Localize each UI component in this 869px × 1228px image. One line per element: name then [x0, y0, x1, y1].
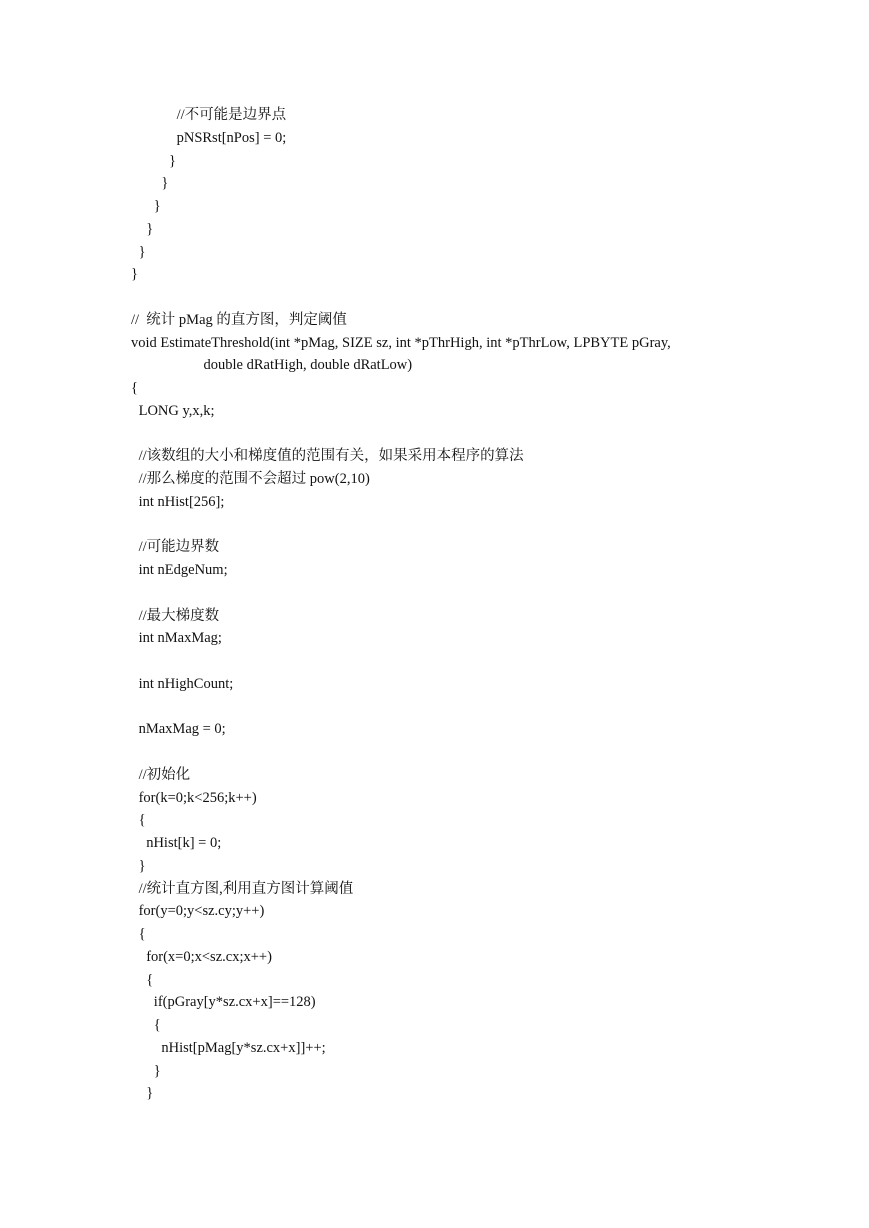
code-line: void EstimateThreshold(int *pMag, SIZE sz, int *pThrHigh, int *pThrLow, LPBYTE pGray, — [131, 334, 671, 351]
code-line: //该数组的大小和梯度值的范围有关，如果采用本程序的算法 — [138, 448, 524, 465]
code-line: nMaxMag = 0; — [138, 721, 226, 738]
code-line: //可能边界数 — [138, 539, 220, 556]
code-line: nHist[k] = 0; — [146, 835, 222, 851]
blank-line — [131, 286, 671, 309]
code-line: } — [131, 266, 138, 283]
code-line: //初始化 — [138, 766, 191, 783]
code-line: } — [146, 1085, 154, 1102]
code-line: double dRatHigh, double dRatLow) — [131, 357, 413, 374]
blank-line — [131, 696, 671, 719]
code-line: LONG y,x,k; — [138, 402, 215, 419]
code-line: } — [153, 1062, 161, 1079]
code-line: nHist[pMag[y*sz.cx+x]]++; — [161, 1039, 326, 1056]
code-line: { — [138, 926, 146, 942]
code-line: } — [169, 152, 176, 169]
code-line: //不可能是边界点 — [176, 107, 287, 123]
code-line: { — [153, 1017, 161, 1033]
blank-line — [131, 741, 671, 764]
code-line: int nHighCount; — [138, 675, 234, 692]
code-line: if(pGray[y*sz.cx+x]==128) — [153, 994, 316, 1011]
code-line: { — [131, 380, 138, 396]
code-line: //最大梯度数 — [138, 607, 220, 624]
code-line: pNSRst[nPos] = 0; — [176, 129, 287, 146]
code-line: } — [153, 198, 161, 214]
code-line: } — [146, 220, 154, 237]
code-line: } — [138, 243, 146, 260]
code-line: //统计直方图,利用直方图计算阈值 — [138, 880, 354, 897]
blank-line — [131, 423, 671, 446]
blank-line — [131, 514, 671, 537]
code-line: int nHist[256]; — [138, 493, 225, 510]
code-line: for(y=0;y<sz.cy;y++) — [138, 903, 265, 920]
code-listing — [131, 104, 671, 1105]
code-line: // 统计 pMag 的直方图，判定阈值 — [131, 311, 347, 328]
code-line: } — [161, 175, 169, 192]
code-line: for(k=0;k<256;k++) — [138, 789, 257, 806]
code-line: { — [146, 971, 154, 988]
code-line: for(x=0;x<sz.cx;x++) — [146, 948, 272, 965]
blank-line — [131, 650, 671, 673]
code-line: //那么梯度的范围不会超过 pow(2,10) — [138, 471, 370, 487]
code-line: { — [138, 812, 146, 829]
code-line: } — [138, 857, 146, 874]
code-line: int nMaxMag; — [138, 630, 222, 647]
code-line: int nEdgeNum; — [138, 562, 228, 578]
blank-line — [131, 582, 671, 605]
